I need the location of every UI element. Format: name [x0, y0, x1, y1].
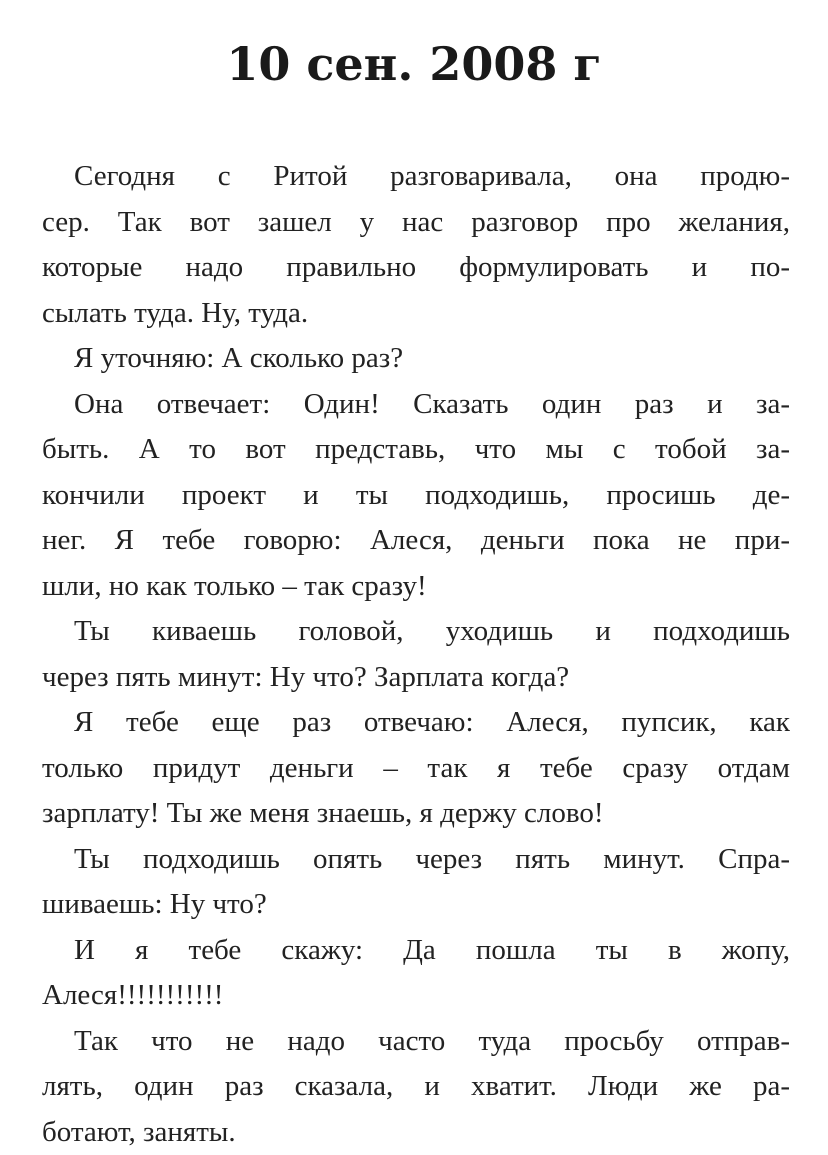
- text-line: лять, один раз сказала, и хватит. Люди же ра-: [42, 1064, 790, 1110]
- text-line: быть. А то вот представь, что мы с тобой за-: [42, 427, 790, 473]
- text-line: И я тебе скажу: Да пошла ты в жопу,: [42, 928, 790, 974]
- text-line: шли, но как только – так сразу!: [42, 564, 790, 610]
- entry-body: [42, 154, 790, 1155]
- text-line: зарплату! Ты же меня знаешь, я держу слово!: [42, 791, 790, 837]
- entry-date-title: 10 сен. 2008 г: [0, 36, 828, 92]
- text-line: через пять минут: Ну что? Зарплата когда?: [42, 655, 790, 701]
- text-line: Алеся!!!!!!!!!!!: [42, 973, 790, 1019]
- text-line: Так что не надо часто туда просьбу отправ-: [42, 1019, 790, 1065]
- text-line: кончили проект и ты подходишь, просишь де-: [42, 473, 790, 519]
- text-line: которые надо правильно формулировать и по-: [42, 245, 790, 291]
- text-line: только придут деньги – так я тебе сразу отдам: [42, 746, 790, 792]
- text-line: Она отвечает: Один! Сказать один раз и за-: [42, 382, 790, 428]
- text-line: Сегодня с Ритой разговаривала, она продю-: [42, 154, 790, 200]
- text-line: сер. Так вот зашел у нас разговор про желания,: [42, 200, 790, 246]
- text-line: Ты подходишь опять через пять минут. Спра-: [42, 837, 790, 883]
- text-line: сылать туда. Ну, туда.: [42, 291, 790, 337]
- text-line: Я тебе еще раз отвечаю: Алеся, пупсик, как: [42, 700, 790, 746]
- text-line: ботают, заняты.: [42, 1110, 790, 1155]
- text-line: Ты киваешь головой, уходишь и подходишь: [42, 609, 790, 655]
- text-line: нег. Я тебе говорю: Алеся, деньги пока не при-: [42, 518, 790, 564]
- text-line: Я уточняю: А сколько раз?: [42, 336, 790, 382]
- text-line: шиваешь: Ну что?: [42, 882, 790, 928]
